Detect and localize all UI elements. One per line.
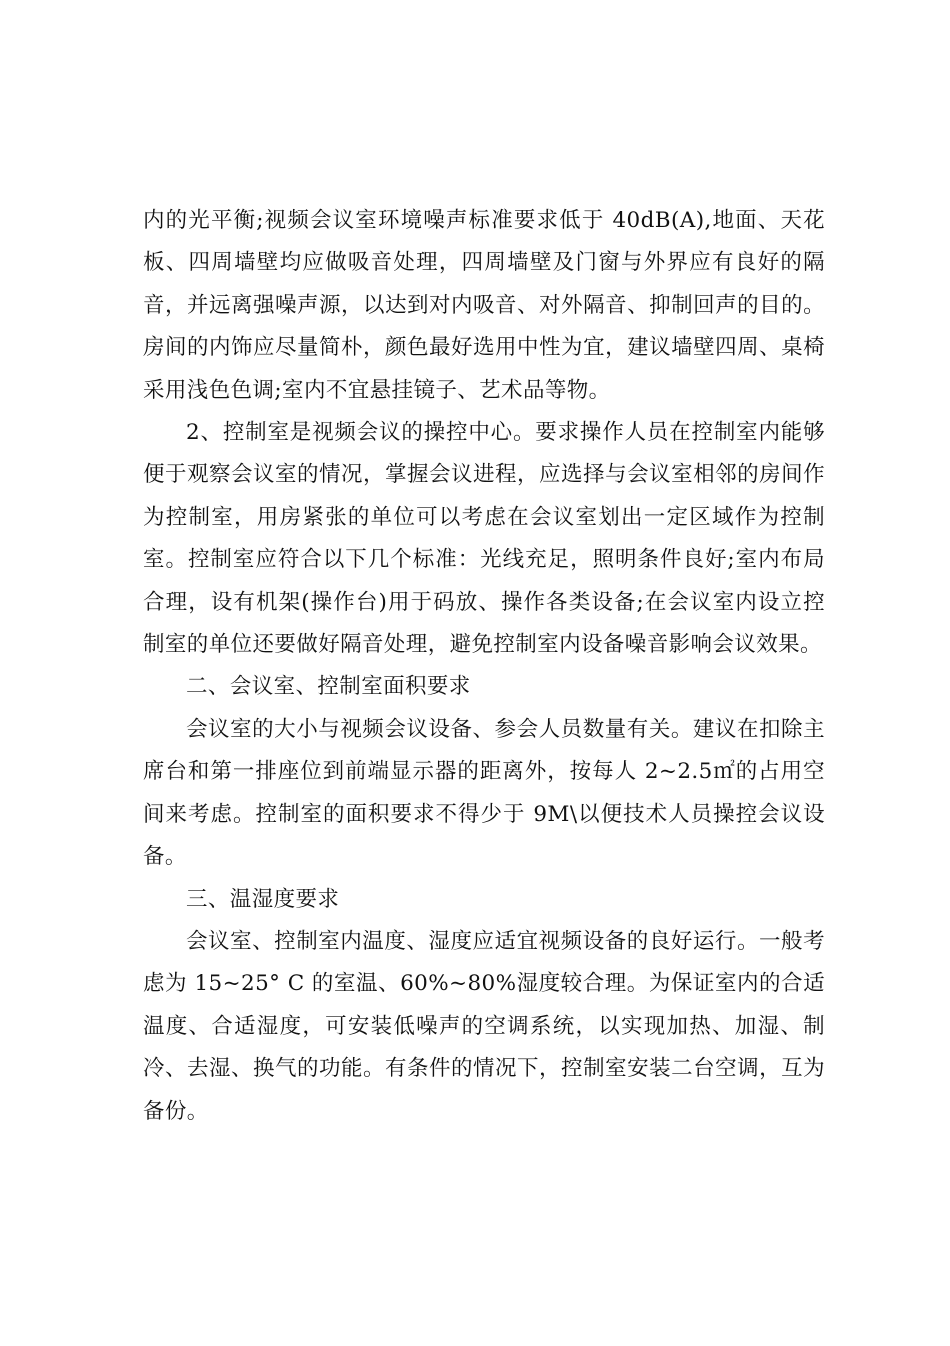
paragraph-temperature-humidity: 会议室、控制室内温度、湿度应适宜视频设备的良好运行。一般考虑为 15~25° C 的室温、60%~80%湿度较合理。为保证室内的合适温度、合适湿度，可安装低噪声的空调系统，以实现加热、加湿、制冷、去湿、换气的功能。有条件的情况下，控制室安装二台空调，互为备份。	[143, 928, 825, 1124]
document-body	[143, 200, 825, 1133]
heading-temperature-humidity: 三、温湿度要求	[186, 886, 340, 912]
heading-area-requirements: 二、会议室、控制室面积要求	[186, 674, 471, 700]
paragraph-area-requirements: 会议室的大小与视频会议设备、参会人员数量有关。建议在扣除主席台和第一排座位到前端显示器的距离外，按每人 2~2.5㎡的占用空间来考虑。控制室的面积要求不得少于 9M\以便技术人员操控会议设备。	[143, 716, 825, 870]
paragraph-environment-noise: 内的光平衡;视频会议室环境噪声标准要求低于 40dB(A),地面、天花板、四周墙壁均应做吸音处理，四周墙壁及门窗与外界应有良好的隔音，并远离强噪声源，以达到对内吸音、对外隔音、抑制回声的目的。房间的内饰应尽量简朴，颜色最好选用中性为宜，建议墙壁四周、桌椅采用浅色色调;室内不宜悬挂镜子、艺术品等物。	[143, 208, 825, 403]
paragraph-control-room: 2、控制室是视频会议的操控中心。要求操作人员在控制室内能够便于观察会议室的情况，掌握会议进程，应选择与会议室相邻的房间作为控制室，用房紧张的单位可以考虑在会议室划出一定区域作为控制室。控制室应符合以下几个标准：光线充足，照明条件良好;室内布局合理，设有机架(操作台)用于码放、操作各类设备;在会议室内设立控制室的单位还要做好隔音处理，避免控制室内设备噪音影响会议效果。	[143, 420, 825, 658]
